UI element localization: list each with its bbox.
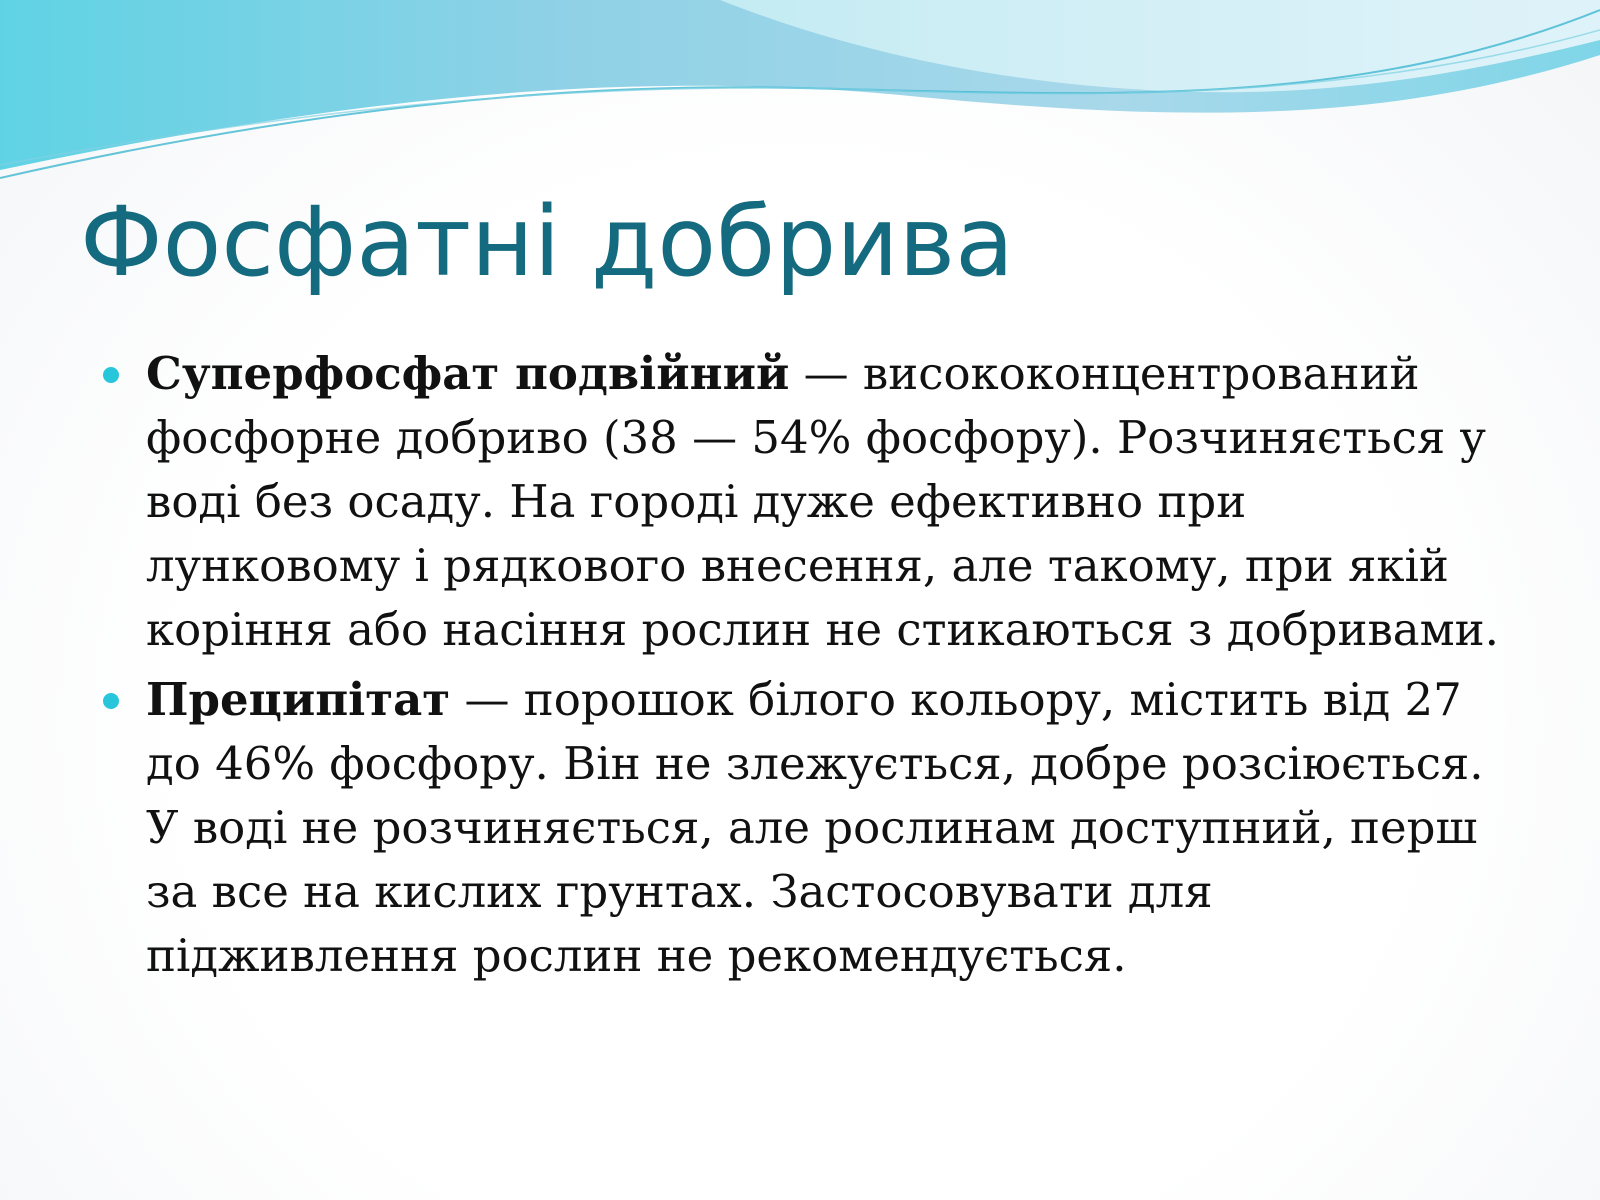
bullet-list xyxy=(0,342,1600,994)
slide-title: Фосфатні добрива xyxy=(80,186,1014,298)
bullet-item-superphosphate xyxy=(0,342,1600,662)
bullet-text: — висококонцентрований фосфорне добриво (38 — 54% фосфору). Розчиняється у воді без осаду. На городі дуже ефективно при лунковому і рядкового внесення, але такому, при якій коріння або насіння рослин не стикаються з добривами. xyxy=(146,347,1499,656)
bullet-dot-icon xyxy=(103,693,119,709)
header-wave-decoration xyxy=(0,0,1600,200)
bullet-term: Суперфосфат подвійний xyxy=(146,347,790,400)
bullet-text: — порошок білого кольору, містить від 27 до 46% фосфору. Він не злежується, добре розсіюється. У воді не розчиняється, але рослинам доступний, перш за все на кислих грунтах. Застосовувати для підживлення рослин не рекомендується. xyxy=(146,673,1484,982)
bullet-dot-icon xyxy=(103,367,119,383)
bullet-item-precipitate xyxy=(0,668,1600,988)
bullet-term: Преципітат xyxy=(146,673,451,726)
